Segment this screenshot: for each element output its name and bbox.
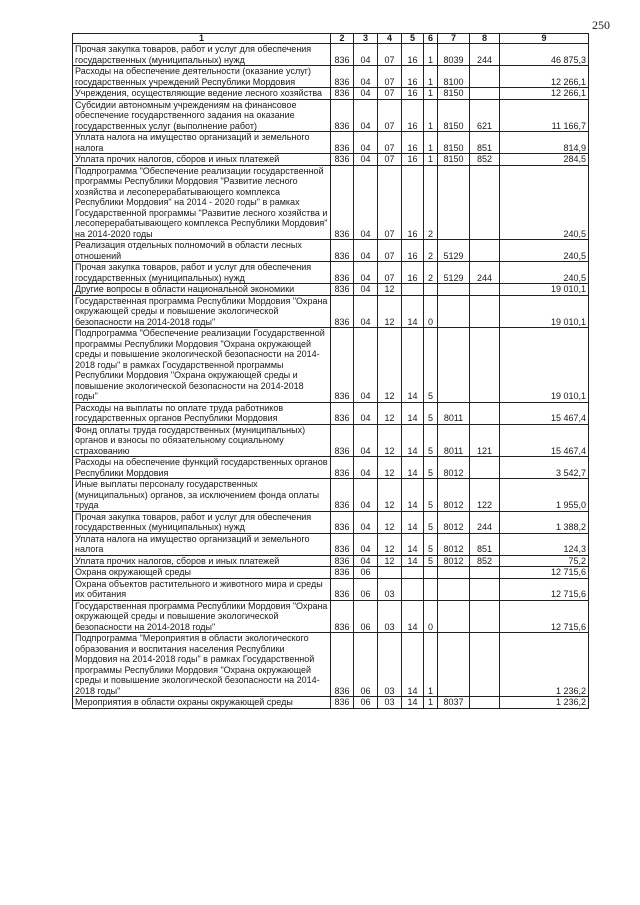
section-code: 04 [354,402,378,424]
program-code: 14 [402,697,424,709]
section-code: 06 [354,600,378,633]
section-code: 04 [354,511,378,533]
row-description: Субсидии автономным учреждениям на финансовое обеспечение государственного задания на оказание государственных услуг (выполнение работ) [73,99,331,132]
subsection-code: 07 [378,44,402,66]
table-row [73,154,589,166]
ministry-code: 836 [331,284,354,296]
expense-line-code [438,328,470,403]
expense-type-code [470,88,500,100]
ministry-code: 836 [331,511,354,533]
program-code [402,567,424,579]
row-description: Прочая закупка товаров, работ и услуг для обеспечения государственных (муниципальных) нужд [73,262,331,284]
section-code: 04 [354,284,378,296]
ministry-code: 836 [331,533,354,555]
expense-type-code: 851 [470,533,500,555]
table-row [73,66,589,88]
program-code: 14 [402,600,424,633]
row-description: Расходы на выплаты по оплате труда работников государственных органов Республики Мордовия [73,402,331,424]
section-code: 06 [354,697,378,709]
amount: 46 875,3 [500,44,589,66]
amount: 11 166,7 [500,99,589,132]
subsection-code [378,567,402,579]
subsection-code: 12 [378,402,402,424]
expense-line-code: 5129 [438,262,470,284]
ministry-code: 836 [331,424,354,457]
table-row [73,165,589,240]
section-code: 04 [354,154,378,166]
row-description: Уплата прочих налогов, сборов и иных платежей [73,555,331,567]
table-row [73,555,589,567]
expense-type-code [470,66,500,88]
section-code: 04 [354,99,378,132]
section-code: 04 [354,533,378,555]
table-row [73,567,589,579]
section-code: 04 [354,479,378,512]
expense-type-code: 851 [470,132,500,154]
row-description: Уплата налога на имущество организаций и земельного налога [73,132,331,154]
table-row [73,284,589,296]
expense-type-code [470,328,500,403]
program-code: 14 [402,424,424,457]
subprogram-code: 5 [424,511,438,533]
amount: 240,5 [500,165,589,240]
program-code: 14 [402,328,424,403]
table-row [73,88,589,100]
expense-type-code [470,165,500,240]
row-description: Прочая закупка товаров, работ и услуг для обеспечения государственных (муниципальных) нужд [73,44,331,66]
subprogram-code: 1 [424,99,438,132]
section-code: 04 [354,424,378,457]
expense-type-code: 621 [470,99,500,132]
subprogram-code [424,284,438,296]
subsection-code: 07 [378,165,402,240]
expense-type-code: 122 [470,479,500,512]
expense-line-code: 8150 [438,154,470,166]
table-row [73,600,589,633]
subsection-code: 07 [378,99,402,132]
row-description: Другие вопросы в области национальной экономики [73,284,331,296]
amount: 75,2 [500,555,589,567]
subprogram-code: 5 [424,402,438,424]
amount: 12 266,1 [500,88,589,100]
table-row [73,240,589,262]
program-code: 14 [402,479,424,512]
column-header: 7 [438,34,470,44]
row-description: Государственная программа Республики Мордовия "Охрана окружающей среды и повышение экологической безопасности на 2014-2018 годы" [73,295,331,328]
table-row [73,295,589,328]
subprogram-code: 5 [424,424,438,457]
expense-line-code [438,284,470,296]
subprogram-code: 1 [424,44,438,66]
amount: 124,3 [500,533,589,555]
subsection-code: 03 [378,578,402,600]
expense-type-code: 121 [470,424,500,457]
program-code: 16 [402,44,424,66]
expense-type-code: 852 [470,555,500,567]
amount: 240,5 [500,240,589,262]
expense-line-code: 8012 [438,479,470,512]
table-row [73,511,589,533]
subprogram-code: 5 [424,533,438,555]
section-code: 04 [354,132,378,154]
expense-type-code [470,567,500,579]
expense-line-code [438,578,470,600]
subsection-code: 07 [378,66,402,88]
subsection-code: 12 [378,328,402,403]
expense-type-code [470,578,500,600]
subsection-code: 12 [378,457,402,479]
row-description: Уплата налога на имущество организаций и земельного налога [73,533,331,555]
column-header: 1 [73,34,331,44]
table-header-row [73,34,589,44]
section-code: 04 [354,240,378,262]
row-description: Иные выплаты персоналу государственных (муниципальных) органов, за исключением фонда оплаты труда [73,479,331,512]
expense-line-code: 8039 [438,44,470,66]
row-description: Прочая закупка товаров, работ и услуг для обеспечения государственных (муниципальных) нужд [73,511,331,533]
column-header: 9 [500,34,589,44]
subsection-code: 07 [378,262,402,284]
expense-line-code: 8012 [438,457,470,479]
section-code: 04 [354,88,378,100]
table-row [73,424,589,457]
table-row [73,479,589,512]
section-code: 04 [354,328,378,403]
expense-line-code [438,633,470,697]
amount: 12 715,6 [500,578,589,600]
column-header: 5 [402,34,424,44]
budget-table [72,33,589,709]
section-code: 06 [354,567,378,579]
expense-type-code [470,697,500,709]
subprogram-code: 1 [424,88,438,100]
subprogram-code: 1 [424,154,438,166]
expense-type-code [470,633,500,697]
subprogram-code: 1 [424,697,438,709]
amount: 3 542,7 [500,457,589,479]
amount: 19 010,1 [500,328,589,403]
column-header: 2 [331,34,354,44]
program-code: 14 [402,402,424,424]
subsection-code: 12 [378,284,402,296]
subprogram-code: 0 [424,295,438,328]
row-description: Расходы на обеспечение деятельности (оказание услуг) государственных учреждений Республики Мордовия [73,66,331,88]
row-description: Фонд оплаты труда государственных (муниципальных) органов и взносы по обязательному социальному страхованию [73,424,331,457]
expense-type-code [470,295,500,328]
subprogram-code [424,578,438,600]
ministry-code: 836 [331,697,354,709]
section-code: 06 [354,578,378,600]
subsection-code: 07 [378,88,402,100]
row-description: Учреждения, осуществляющие ведение лесного хозяйства [73,88,331,100]
expense-line-code: 8012 [438,533,470,555]
table-row [73,578,589,600]
column-header: 3 [354,34,378,44]
amount: 1 388,2 [500,511,589,533]
subprogram-code: 0 [424,600,438,633]
subprogram-code: 5 [424,479,438,512]
subsection-code: 12 [378,555,402,567]
row-description: Подпрограмма "Мероприятия в области экологического образования и воспитания населения Республики Мордовия на 2014-2018 годы" в рамках Государственной программы Республики Мордовия "Охрана окружающей среды и повышение экологической безопасности на 2014-2018 годы" [73,633,331,697]
table-body [73,44,589,709]
column-header: 4 [378,34,402,44]
row-description: Подпрограмма "Обеспечение реализации Государственной программы Республики Мордовия "Охрана окружающей среды и повышение экологической безопасности на 2014-2018 годы" в рамках Государственной программы Республики Мордовия "Охрана окружающей среды и повышение экологической безопасности на 2014-2018 годы" [73,328,331,403]
program-code: 14 [402,511,424,533]
subsection-code: 03 [378,633,402,697]
subsection-code: 07 [378,132,402,154]
ministry-code: 836 [331,240,354,262]
row-description: Уплата прочих налогов, сборов и иных платежей [73,154,331,166]
column-header: 8 [470,34,500,44]
table-row [73,457,589,479]
expense-type-code: 852 [470,154,500,166]
expense-line-code: 8037 [438,697,470,709]
section-code: 04 [354,295,378,328]
table-row [73,533,589,555]
table-row [73,132,589,154]
ministry-code: 836 [331,165,354,240]
expense-type-code [470,284,500,296]
row-description: Мероприятия в области охраны окружающей среды [73,697,331,709]
subprogram-code: 1 [424,633,438,697]
subprogram-code [424,567,438,579]
amount: 15 467,4 [500,402,589,424]
program-code: 16 [402,88,424,100]
table-row [73,697,589,709]
amount: 814,9 [500,132,589,154]
ministry-code: 836 [331,66,354,88]
row-description: Реализация отдельных полномочий в области лесных отношений [73,240,331,262]
program-code: 14 [402,295,424,328]
program-code: 14 [402,457,424,479]
program-code: 16 [402,66,424,88]
subsection-code: 12 [378,424,402,457]
row-description: Государственная программа Республики Мордовия "Охрана окружающей среды и повышение экологической безопасности на 2014-2018 годы" [73,600,331,633]
expense-line-code [438,165,470,240]
expense-line-code: 8150 [438,132,470,154]
expense-line-code: 8100 [438,66,470,88]
expense-line-code: 8011 [438,424,470,457]
program-code: 16 [402,240,424,262]
row-description: Охрана окружающей среды [73,567,331,579]
subsection-code: 07 [378,154,402,166]
ministry-code: 836 [331,99,354,132]
row-description: Расходы на обеспечение функций государственных органов Республики Мордовия [73,457,331,479]
program-code: 16 [402,154,424,166]
expense-type-code: 244 [470,511,500,533]
subprogram-code: 1 [424,132,438,154]
ministry-code: 836 [331,633,354,697]
ministry-code: 836 [331,328,354,403]
ministry-code: 836 [331,295,354,328]
subsection-code: 07 [378,240,402,262]
expense-line-code: 8012 [438,511,470,533]
subsection-code: 12 [378,479,402,512]
expense-line-code: 8011 [438,402,470,424]
column-header: 6 [424,34,438,44]
table-row [73,402,589,424]
expense-line-code: 8150 [438,88,470,100]
subsection-code: 03 [378,600,402,633]
table-row [73,99,589,132]
table-row [73,262,589,284]
page-number: 250 [592,18,610,32]
row-description: Охрана объектов растительного и животного мира и среды их обитания [73,578,331,600]
subprogram-code: 5 [424,328,438,403]
ministry-code: 836 [331,402,354,424]
program-code [402,284,424,296]
amount: 12 715,6 [500,600,589,633]
section-code: 04 [354,262,378,284]
ministry-code: 836 [331,600,354,633]
ministry-code: 836 [331,154,354,166]
subsection-code: 03 [378,697,402,709]
program-code: 14 [402,633,424,697]
subprogram-code: 1 [424,66,438,88]
subprogram-code: 5 [424,555,438,567]
program-code: 16 [402,262,424,284]
amount: 19 010,1 [500,284,589,296]
program-code: 16 [402,165,424,240]
subsection-code: 12 [378,533,402,555]
expense-type-code: 244 [470,44,500,66]
expense-type-code [470,240,500,262]
table-row [73,44,589,66]
subprogram-code: 2 [424,165,438,240]
expense-line-code: 8150 [438,99,470,132]
program-code [402,578,424,600]
amount: 240,5 [500,262,589,284]
amount: 12 266,1 [500,66,589,88]
expense-type-code: 244 [470,262,500,284]
ministry-code: 836 [331,567,354,579]
table-row [73,328,589,403]
ministry-code: 836 [331,88,354,100]
program-code: 14 [402,533,424,555]
section-code: 04 [354,66,378,88]
subprogram-code: 2 [424,262,438,284]
ministry-code: 836 [331,578,354,600]
expense-line-code [438,600,470,633]
amount: 15 467,4 [500,424,589,457]
expense-type-code [470,402,500,424]
section-code: 04 [354,457,378,479]
program-code: 14 [402,555,424,567]
expense-line-code [438,567,470,579]
expense-line-code [438,295,470,328]
section-code: 04 [354,44,378,66]
subprogram-code: 5 [424,457,438,479]
ministry-code: 836 [331,457,354,479]
section-code: 04 [354,555,378,567]
amount: 1 236,2 [500,697,589,709]
amount: 12 715,6 [500,567,589,579]
row-description: Подпрограмма "Обеспечение реализации государственной программы Республики Мордовия "Развитие лесного хозяйства и лесоперерабатывающего комплекса Республики Мордовия" на 2014 - 2020 годы" в рамках Государственной программы "Развитие лесного хозяйства и лесоперерабатывающего комплекса Республики Мордовия" на 2014-2020 годы [73,165,331,240]
amount: 284,5 [500,154,589,166]
program-code: 16 [402,99,424,132]
expense-type-code [470,457,500,479]
amount: 19 010,1 [500,295,589,328]
amount: 1 955,0 [500,479,589,512]
table-row [73,633,589,697]
ministry-code: 836 [331,44,354,66]
subsection-code: 12 [378,295,402,328]
section-code: 04 [354,165,378,240]
program-code: 16 [402,132,424,154]
amount: 1 236,2 [500,633,589,697]
ministry-code: 836 [331,479,354,512]
subsection-code: 12 [378,511,402,533]
expense-line-code: 5129 [438,240,470,262]
ministry-code: 836 [331,132,354,154]
ministry-code: 836 [331,262,354,284]
subprogram-code: 2 [424,240,438,262]
section-code: 06 [354,633,378,697]
expense-type-code [470,600,500,633]
ministry-code: 836 [331,555,354,567]
expense-line-code: 8012 [438,555,470,567]
